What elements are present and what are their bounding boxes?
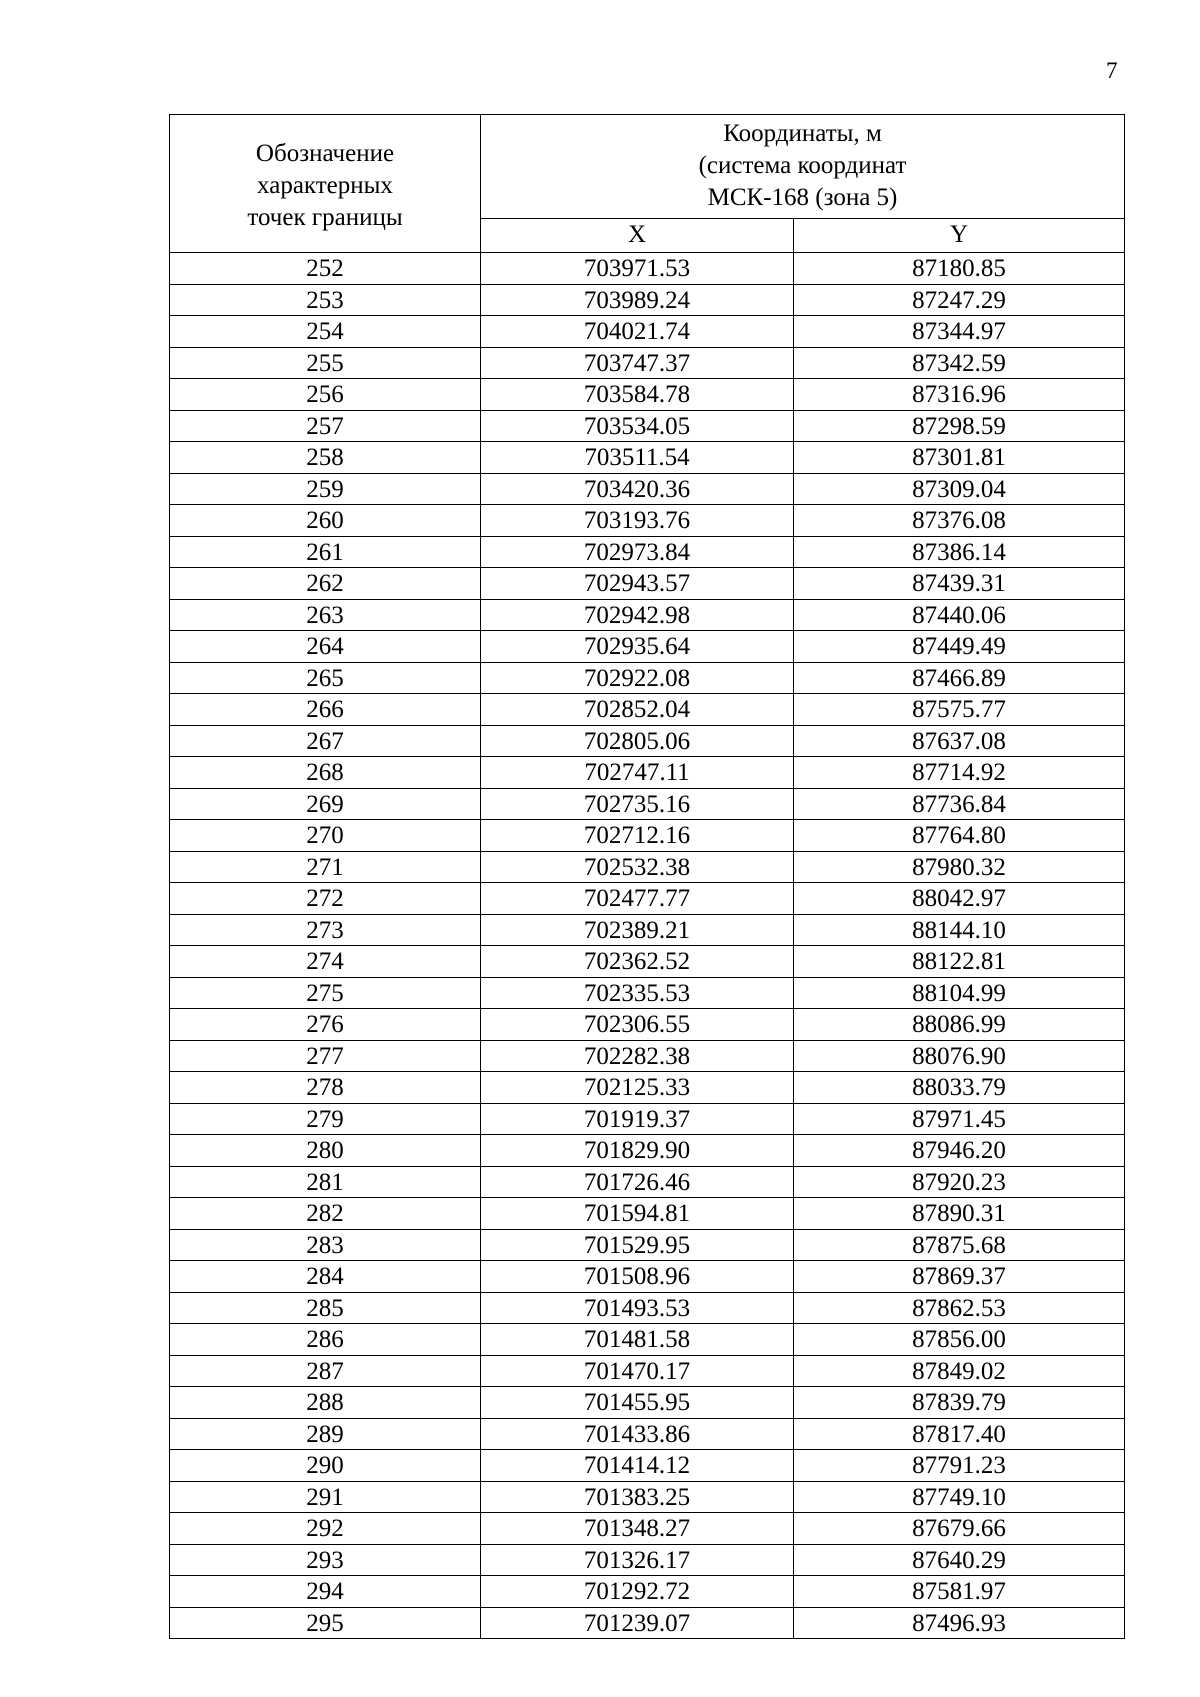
- y-coordinate-cell: 87439.31: [794, 568, 1125, 600]
- x-coordinate-cell: 701493.53: [481, 1292, 794, 1324]
- table-row: [170, 883, 1125, 915]
- point-number-cell: 255: [170, 347, 481, 379]
- x-coordinate-cell: 702389.21: [481, 914, 794, 946]
- point-header-line: точек границы: [247, 203, 403, 231]
- table-row: [170, 1387, 1125, 1419]
- x-coordinate-cell: 701529.95: [481, 1229, 794, 1261]
- point-number-cell: 284: [170, 1261, 481, 1293]
- point-number-cell: 267: [170, 725, 481, 757]
- x-coordinate-cell: 702943.57: [481, 568, 794, 600]
- table-row: [170, 253, 1125, 285]
- coordinates-header-line: Координаты, м: [723, 120, 882, 148]
- x-coordinate-cell: 701433.86: [481, 1418, 794, 1450]
- y-coordinate-cell: 87247.29: [794, 284, 1125, 316]
- point-number-cell: 291: [170, 1481, 481, 1513]
- x-coordinate-cell: 702922.08: [481, 662, 794, 694]
- y-coordinate-cell: 88086.99: [794, 1009, 1125, 1041]
- y-coordinate-cell: 87316.96: [794, 379, 1125, 411]
- table-row: [170, 820, 1125, 852]
- boundary-coordinates-table: [169, 114, 1125, 1639]
- page-number: 7: [1106, 58, 1118, 83]
- point-number-cell: 294: [170, 1576, 481, 1608]
- point-number-cell: 260: [170, 505, 481, 537]
- x-coordinate-cell: 702532.38: [481, 851, 794, 883]
- table-row: [170, 1135, 1125, 1167]
- y-coordinate-cell: 87376.08: [794, 505, 1125, 537]
- point-number-cell: 276: [170, 1009, 481, 1041]
- table-row: [170, 410, 1125, 442]
- y-coordinate-cell: 88076.90: [794, 1040, 1125, 1072]
- point-number-cell: 262: [170, 568, 481, 600]
- y-coordinate-cell: 87862.53: [794, 1292, 1125, 1324]
- x-coordinate-cell: 702125.33: [481, 1072, 794, 1104]
- x-coordinate-cell: 701348.27: [481, 1513, 794, 1545]
- x-coordinate-cell: 703989.24: [481, 284, 794, 316]
- x-coordinate-cell: 702942.98: [481, 599, 794, 631]
- x-coordinate-cell: 701414.12: [481, 1450, 794, 1482]
- point-number-cell: 252: [170, 253, 481, 285]
- y-coordinate-cell: 87581.97: [794, 1576, 1125, 1608]
- y-coordinate-cell: 87980.32: [794, 851, 1125, 883]
- point-number-cell: 265: [170, 662, 481, 694]
- table-row: [170, 473, 1125, 505]
- x-coordinate-cell: 701383.25: [481, 1481, 794, 1513]
- x-coordinate-cell: 703534.05: [481, 410, 794, 442]
- table-row: [170, 1324, 1125, 1356]
- y-coordinate-cell: 87971.45: [794, 1103, 1125, 1135]
- point-number-cell: 258: [170, 442, 481, 474]
- x-coordinate-cell: 703511.54: [481, 442, 794, 474]
- point-header-line: характерных: [257, 171, 393, 199]
- y-coordinate-cell: 87679.66: [794, 1513, 1125, 1545]
- table-row: [170, 505, 1125, 537]
- y-coordinate-cell: 87449.49: [794, 631, 1125, 663]
- point-number-cell: 264: [170, 631, 481, 663]
- x-coordinate-cell: 701470.17: [481, 1355, 794, 1387]
- y-coordinate-cell: 87764.80: [794, 820, 1125, 852]
- coordinates-header: [481, 115, 1125, 219]
- point-number-cell: 268: [170, 757, 481, 789]
- point-number-cell: 293: [170, 1544, 481, 1576]
- y-column-header: Y: [794, 218, 1125, 253]
- y-coordinate-cell: 87856.00: [794, 1324, 1125, 1356]
- point-number-cell: 259: [170, 473, 481, 505]
- table-row: [170, 694, 1125, 726]
- x-coordinate-cell: 703420.36: [481, 473, 794, 505]
- y-coordinate-cell: 87736.84: [794, 788, 1125, 820]
- y-coordinate-cell: 87309.04: [794, 473, 1125, 505]
- y-coordinate-cell: 87749.10: [794, 1481, 1125, 1513]
- y-coordinate-cell: 87791.23: [794, 1450, 1125, 1482]
- y-coordinate-cell: 88104.99: [794, 977, 1125, 1009]
- point-number-cell: 282: [170, 1198, 481, 1230]
- coordinates-header-line: (система координат: [698, 152, 907, 180]
- y-coordinate-cell: 87875.68: [794, 1229, 1125, 1261]
- table-row: [170, 347, 1125, 379]
- table-row: [170, 662, 1125, 694]
- x-coordinate-cell: 702335.53: [481, 977, 794, 1009]
- x-coordinate-cell: 702362.52: [481, 946, 794, 978]
- table-row: [170, 946, 1125, 978]
- point-number-cell: 275: [170, 977, 481, 1009]
- y-coordinate-cell: 87344.97: [794, 316, 1125, 348]
- point-number-cell: 278: [170, 1072, 481, 1104]
- table-row: [170, 1229, 1125, 1261]
- y-coordinate-cell: 87849.02: [794, 1355, 1125, 1387]
- y-coordinate-cell: 87496.93: [794, 1607, 1125, 1639]
- x-coordinate-cell: 702747.11: [481, 757, 794, 789]
- x-coordinate-cell: 702735.16: [481, 788, 794, 820]
- x-coordinate-cell: 701508.96: [481, 1261, 794, 1293]
- point-number-cell: 283: [170, 1229, 481, 1261]
- point-number-cell: 263: [170, 599, 481, 631]
- y-coordinate-cell: 87301.81: [794, 442, 1125, 474]
- x-column-header: X: [481, 218, 794, 253]
- table-row: [170, 316, 1125, 348]
- table-row: [170, 977, 1125, 1009]
- y-coordinate-cell: 87890.31: [794, 1198, 1125, 1230]
- table-row: [170, 1607, 1125, 1639]
- table-row: [170, 1166, 1125, 1198]
- point-header-line: Обозначение: [255, 139, 395, 167]
- table-row: [170, 1481, 1125, 1513]
- point-designation-header: [170, 115, 481, 253]
- table-row: [170, 914, 1125, 946]
- table-row: [170, 1261, 1125, 1293]
- y-coordinate-cell: 87180.85: [794, 253, 1125, 285]
- x-coordinate-cell: 702935.64: [481, 631, 794, 663]
- point-number-cell: 271: [170, 851, 481, 883]
- point-number-cell: 261: [170, 536, 481, 568]
- table-row: [170, 1576, 1125, 1608]
- table-row: [170, 442, 1125, 474]
- point-number-cell: 292: [170, 1513, 481, 1545]
- y-coordinate-cell: 87869.37: [794, 1261, 1125, 1293]
- y-coordinate-cell: 87386.14: [794, 536, 1125, 568]
- x-coordinate-cell: 703747.37: [481, 347, 794, 379]
- y-coordinate-cell: 87575.77: [794, 694, 1125, 726]
- table-row: [170, 757, 1125, 789]
- point-number-cell: 257: [170, 410, 481, 442]
- x-coordinate-cell: 701292.72: [481, 1576, 794, 1608]
- x-coordinate-cell: 702477.77: [481, 883, 794, 915]
- y-coordinate-cell: 87640.29: [794, 1544, 1125, 1576]
- point-number-cell: 253: [170, 284, 481, 316]
- table-row: [170, 788, 1125, 820]
- y-coordinate-cell: 87342.59: [794, 347, 1125, 379]
- y-coordinate-cell: 87817.40: [794, 1418, 1125, 1450]
- table-row: [170, 1544, 1125, 1576]
- x-coordinate-cell: 701594.81: [481, 1198, 794, 1230]
- point-number-cell: 285: [170, 1292, 481, 1324]
- y-coordinate-cell: 87298.59: [794, 410, 1125, 442]
- point-number-cell: 266: [170, 694, 481, 726]
- coordinates-header-line: МСК-168 (зона 5): [707, 184, 898, 212]
- point-number-cell: 270: [170, 820, 481, 852]
- x-coordinate-cell: 701455.95: [481, 1387, 794, 1419]
- point-number-cell: 269: [170, 788, 481, 820]
- table-row: [170, 568, 1125, 600]
- table-row: [170, 1103, 1125, 1135]
- table-row: [170, 1040, 1125, 1072]
- table-row: [170, 284, 1125, 316]
- point-number-cell: 287: [170, 1355, 481, 1387]
- x-coordinate-cell: 701326.17: [481, 1544, 794, 1576]
- table-row: [170, 536, 1125, 568]
- y-coordinate-cell: 87920.23: [794, 1166, 1125, 1198]
- x-coordinate-cell: 701726.46: [481, 1166, 794, 1198]
- y-coordinate-cell: 87839.79: [794, 1387, 1125, 1419]
- x-coordinate-cell: 702712.16: [481, 820, 794, 852]
- y-coordinate-cell: 87637.08: [794, 725, 1125, 757]
- table-row: [170, 1513, 1125, 1545]
- x-coordinate-cell: 702973.84: [481, 536, 794, 568]
- point-number-cell: 272: [170, 883, 481, 915]
- table-row: [170, 631, 1125, 663]
- x-coordinate-cell: 702306.55: [481, 1009, 794, 1041]
- x-coordinate-cell: 703971.53: [481, 253, 794, 285]
- y-coordinate-cell: 88144.10: [794, 914, 1125, 946]
- y-coordinate-cell: 87466.89: [794, 662, 1125, 694]
- point-number-cell: 274: [170, 946, 481, 978]
- x-coordinate-cell: 701919.37: [481, 1103, 794, 1135]
- y-coordinate-cell: 88042.97: [794, 883, 1125, 915]
- point-number-cell: 286: [170, 1324, 481, 1356]
- y-coordinate-cell: 87714.92: [794, 757, 1125, 789]
- table-row: [170, 851, 1125, 883]
- x-coordinate-cell: 702282.38: [481, 1040, 794, 1072]
- x-coordinate-cell: 703584.78: [481, 379, 794, 411]
- table-header: [170, 115, 1125, 253]
- point-number-cell: 277: [170, 1040, 481, 1072]
- table-row: [170, 1009, 1125, 1041]
- table-row: [170, 1355, 1125, 1387]
- y-coordinate-cell: 87440.06: [794, 599, 1125, 631]
- point-number-cell: 273: [170, 914, 481, 946]
- table-row: [170, 1418, 1125, 1450]
- point-number-cell: 281: [170, 1166, 481, 1198]
- y-coordinate-cell: 88033.79: [794, 1072, 1125, 1104]
- point-number-cell: 289: [170, 1418, 481, 1450]
- y-coordinate-cell: 88122.81: [794, 946, 1125, 978]
- point-number-cell: 254: [170, 316, 481, 348]
- point-number-cell: 290: [170, 1450, 481, 1482]
- table-row: [170, 1292, 1125, 1324]
- table-row: [170, 1450, 1125, 1482]
- y-coordinate-cell: 87946.20: [794, 1135, 1125, 1167]
- table-row: [170, 1198, 1125, 1230]
- point-number-cell: 295: [170, 1607, 481, 1639]
- point-number-cell: 280: [170, 1135, 481, 1167]
- x-coordinate-cell: 701829.90: [481, 1135, 794, 1167]
- table-row: [170, 379, 1125, 411]
- point-number-cell: 288: [170, 1387, 481, 1419]
- x-coordinate-cell: 703193.76: [481, 505, 794, 537]
- x-coordinate-cell: 701481.58: [481, 1324, 794, 1356]
- x-coordinate-cell: 702805.06: [481, 725, 794, 757]
- table-row: [170, 599, 1125, 631]
- point-number-cell: 279: [170, 1103, 481, 1135]
- x-coordinate-cell: 704021.74: [481, 316, 794, 348]
- table-row: [170, 725, 1125, 757]
- x-coordinate-cell: 702852.04: [481, 694, 794, 726]
- table-row: [170, 1072, 1125, 1104]
- table-body: [170, 253, 1125, 1639]
- x-coordinate-cell: 701239.07: [481, 1607, 794, 1639]
- point-number-cell: 256: [170, 379, 481, 411]
